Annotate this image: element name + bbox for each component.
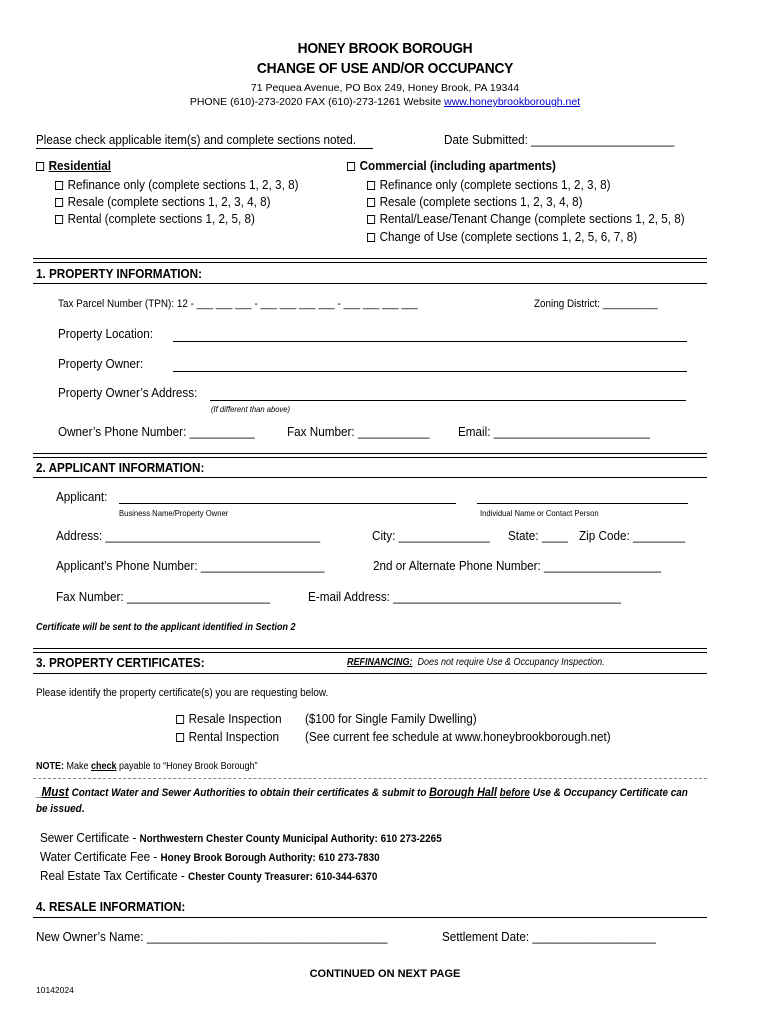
- checkbox-icon[interactable]: [55, 181, 63, 190]
- authorities-instruction: [36, 784, 688, 799]
- instruction-text: Use & Occupancy Certificate can: [529, 787, 688, 799]
- option-label: Rental/Lease/Tenant Change (complete sections 1, 2, 5, 8): [379, 211, 685, 226]
- water-certificate: [40, 848, 380, 866]
- instruction-text: Contact Water and Sewer Authorities to obtain their certificates & submit to: [68, 787, 430, 799]
- commercial-option-rental[interactable]: [367, 211, 685, 226]
- rental-inspection-checkbox[interactable]: [176, 729, 279, 744]
- checkbox-icon[interactable]: [55, 198, 63, 207]
- borough-hall-text: Borough Hall: [429, 785, 497, 799]
- commercial-checkbox[interactable]: [347, 158, 556, 173]
- checkbox-icon[interactable]: [176, 715, 184, 724]
- refinancing-label: REFINANCING:: [347, 657, 413, 668]
- authority-label: Water Certificate Fee -: [40, 849, 161, 864]
- must-text: Must: [41, 784, 69, 799]
- applicant-zip-field[interactable]: Zip Code: ________: [579, 528, 686, 543]
- note-text: Make: [63, 761, 92, 772]
- refinancing-text: Does not require Use & Occupancy Inspection.: [417, 657, 605, 668]
- sewer-certificate: [40, 829, 442, 847]
- option-label: Resale (complete sections 1, 2, 3, 4, 8): [379, 194, 583, 209]
- website-link[interactable]: www.honeybrookborough.net: [444, 96, 581, 108]
- residential-label: Residential: [48, 158, 112, 173]
- section2-heading: 2. APPLICANT INFORMATION:: [36, 460, 205, 475]
- contact-text: PHONE (610)-273-2020 FAX (610)-273-1261 Website: [189, 96, 445, 108]
- authority-detail: Chester County Treasurer: 610-344-6370: [188, 871, 378, 883]
- tax-certificate: [40, 867, 377, 885]
- commercial-label: Commercial (including apartments): [359, 158, 556, 173]
- checkbox-icon[interactable]: [347, 162, 355, 171]
- owner-email-field[interactable]: Email: ________________________: [458, 424, 650, 439]
- section-divider: [33, 283, 707, 284]
- owner-fax-field[interactable]: Fax Number: ___________: [287, 424, 430, 439]
- commercial-option-resale[interactable]: [367, 194, 583, 209]
- certificate-instruction: Please identify the property certificate(s) you are requesting below.: [36, 687, 329, 699]
- date-submitted-field[interactable]: Date Submitted: ______________________: [444, 132, 675, 147]
- document-title: HONEY BROOK BOROUGH: [297, 40, 473, 57]
- checkbox-icon[interactable]: [36, 162, 44, 171]
- payment-note: [36, 761, 258, 772]
- option-label: Refinance only (complete sections 1, 2, 3, 8): [379, 177, 611, 192]
- rental-inspection-fee: (See current fee schedule at www.honeybrookborough.net): [305, 729, 611, 744]
- property-owner-input[interactable]: [173, 371, 687, 372]
- settlement-date-field[interactable]: Settlement Date: ___________________: [442, 929, 657, 944]
- applicant-label: Applicant:: [56, 489, 108, 504]
- option-label: Rental (complete sections 1, 2, 5, 8): [67, 211, 255, 226]
- continued-notice: CONTINUED ON NEXT PAGE: [309, 968, 461, 980]
- resale-inspection-fee: ($100 for Single Family Dwelling): [305, 711, 477, 726]
- section-divider: [33, 258, 707, 263]
- authority-label: Sewer Certificate -: [40, 830, 140, 845]
- section-divider: [33, 917, 707, 918]
- document-subtitle: CHANGE OF USE AND/OR OCCUPANCY: [256, 60, 514, 77]
- certificate-note: Certificate will be sent to the applicant identified in Section 2: [36, 622, 296, 633]
- note-text: payable to “Honey Brook Borough”: [116, 761, 258, 772]
- checkbox-icon[interactable]: [367, 181, 375, 190]
- residential-option-rental[interactable]: [55, 211, 255, 226]
- applicant-address-field[interactable]: Address: _________________________________: [56, 528, 321, 543]
- applicant-fax-field[interactable]: Fax Number: ______________________: [56, 589, 271, 604]
- tpn-field[interactable]: Tax Parcel Number (TPN): 12 - ___ ___ ___ - ___ ___ ___ ___ - ___ ___ ___ ___: [58, 298, 418, 310]
- checkbox-icon[interactable]: [367, 233, 375, 242]
- section4-heading: 4. RESALE INFORMATION:: [36, 899, 186, 914]
- section-divider: [33, 477, 707, 478]
- dashed-divider: [33, 778, 707, 779]
- owner-phone-field[interactable]: Owner’s Phone Number: __________: [58, 424, 255, 439]
- section3-heading: 3. PROPERTY CERTIFICATES:: [36, 655, 205, 670]
- applicant-phone-field[interactable]: Applicant’s Phone Number: ___________________: [56, 558, 325, 573]
- section-divider: [33, 453, 707, 458]
- option-label: Change of Use (complete sections 1, 2, 5, 6, 7, 8): [379, 229, 638, 244]
- checkbox-icon[interactable]: [367, 198, 375, 207]
- applicant-city-field[interactable]: City: ______________: [372, 528, 490, 543]
- note-label: NOTE:: [36, 761, 64, 772]
- section1-heading: 1. PROPERTY INFORMATION:: [36, 266, 202, 281]
- commercial-option-change-of-use[interactable]: [367, 229, 637, 244]
- business-name-note: Business Name/Property Owner: [119, 508, 229, 518]
- checkbox-icon[interactable]: [55, 215, 63, 224]
- owner-address-note: (If different than above): [211, 404, 291, 414]
- must-prefix: _: [36, 787, 42, 799]
- residential-option-resale[interactable]: [55, 194, 271, 209]
- authorities-instruction-cont: [36, 803, 84, 815]
- applicant-contact-input[interactable]: [477, 503, 688, 504]
- applicant-alt-phone-field[interactable]: 2nd or Alternate Phone Number: __________________: [373, 558, 662, 573]
- authority-detail: Northwestern Chester County Municipal Authority: 610 273-2265: [139, 833, 442, 845]
- individual-name-note: Individual Name or Contact Person: [480, 508, 599, 518]
- resale-inspection-checkbox[interactable]: [176, 711, 282, 726]
- option-label: Resale (complete sections 1, 2, 3, 4, 8): [67, 194, 271, 209]
- property-location-label: Property Location:: [58, 326, 153, 341]
- residential-option-refinance[interactable]: [55, 177, 298, 192]
- borough-contact: [0, 96, 770, 108]
- checkbox-icon[interactable]: [367, 215, 375, 224]
- before-text: before: [499, 787, 530, 799]
- note-check: check: [91, 761, 117, 772]
- zoning-district-field[interactable]: Zoning District: __________: [534, 298, 658, 310]
- option-label: Rental Inspection: [188, 729, 280, 744]
- owner-address-input[interactable]: [210, 400, 686, 401]
- applicant-email-field[interactable]: E-mail Address: ___________________________________: [308, 589, 621, 604]
- residential-checkbox[interactable]: [36, 158, 111, 173]
- checkbox-icon[interactable]: [176, 733, 184, 742]
- section-divider: [33, 648, 707, 653]
- option-label: Resale Inspection: [188, 711, 282, 726]
- option-label: Refinance only (complete sections 1, 2, 3, 8): [67, 177, 299, 192]
- property-location-input[interactable]: [173, 341, 687, 342]
- property-owner-label: Property Owner:: [58, 356, 144, 371]
- borough-address: 71 Pequea Avenue, PO Box 249, Honey Brook, PA 19344: [250, 82, 520, 94]
- instruction-text: Please check applicable item(s) and complete sections noted.: [36, 132, 356, 147]
- refinancing-note: [347, 657, 605, 668]
- authority-label: Real Estate Tax Certificate -: [40, 868, 189, 883]
- owner-address-label: Property Owner’s Address:: [58, 385, 198, 400]
- applicant-business-input[interactable]: [119, 503, 456, 504]
- authority-detail: Honey Brook Borough Authority: 610 273-7830: [160, 852, 380, 864]
- instruction-text: be issued: [36, 803, 82, 815]
- section-divider: [33, 673, 707, 674]
- form-code: 10142024: [36, 985, 74, 995]
- period: .: [81, 803, 85, 815]
- new-owner-field[interactable]: New Owner’s Name: _____________________________________: [36, 929, 388, 944]
- applicant-state-field[interactable]: State: ____: [508, 528, 568, 543]
- instruction-underline: [36, 148, 373, 149]
- commercial-option-refinance[interactable]: [367, 177, 610, 192]
